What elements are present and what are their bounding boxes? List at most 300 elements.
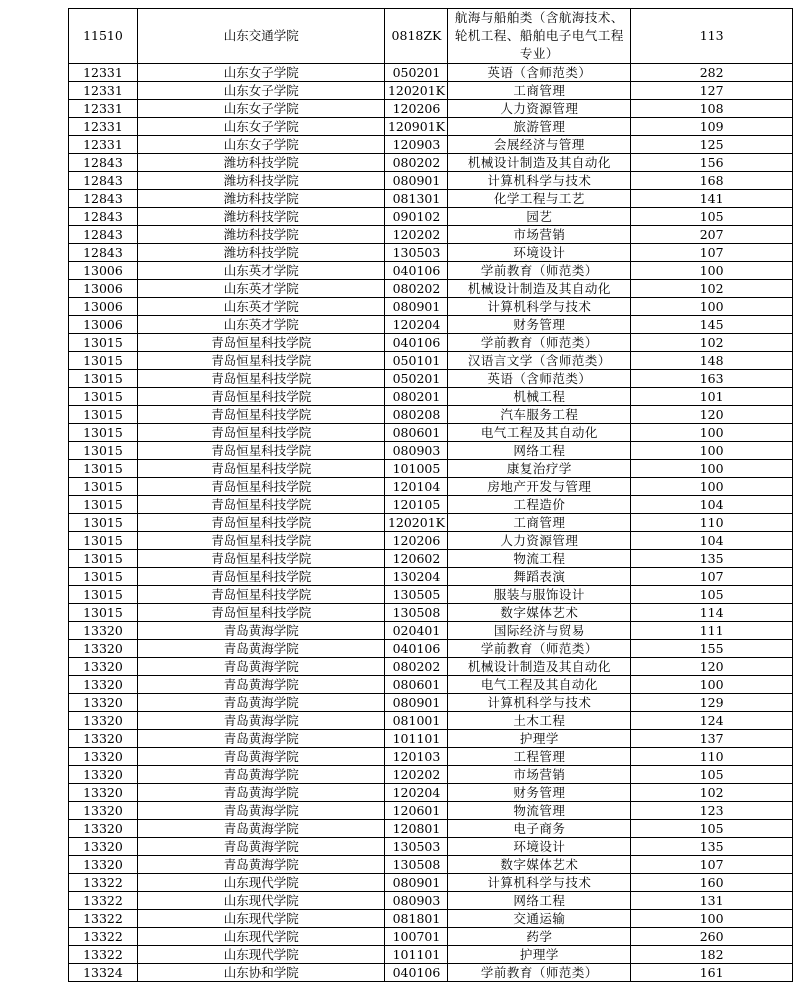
table-row — [69, 730, 793, 748]
table-row — [69, 370, 793, 388]
school-name-cell: 山东现代学院 — [137, 946, 385, 964]
major-code-cell: 050201 — [385, 64, 448, 82]
count-cell: 105 — [631, 766, 793, 784]
major-code-cell: 130503 — [385, 838, 448, 856]
school-name-cell: 青岛恒星科技学院 — [137, 568, 385, 586]
major-name-cell: 计算机科学与技术 — [448, 874, 631, 892]
table-row — [69, 388, 793, 406]
school-code-cell: 13320 — [69, 820, 138, 838]
major-name-cell: 电气工程及其自动化 — [448, 424, 631, 442]
major-code-cell: 080601 — [385, 676, 448, 694]
count-cell: 114 — [631, 604, 793, 622]
table-row — [69, 190, 793, 208]
major-code-cell: 120202 — [385, 766, 448, 784]
major-name-cell: 汉语言文学（含师范类） — [448, 352, 631, 370]
school-name-cell: 青岛黄海学院 — [137, 658, 385, 676]
count-cell: 111 — [631, 622, 793, 640]
major-code-cell: 050101 — [385, 352, 448, 370]
table-row — [69, 496, 793, 514]
school-code-cell: 13015 — [69, 550, 138, 568]
table-row — [69, 964, 793, 982]
major-code-cell: 080202 — [385, 280, 448, 298]
count-cell: 155 — [631, 640, 793, 658]
table-row — [69, 9, 793, 64]
major-code-cell: 080201 — [385, 388, 448, 406]
table-row — [69, 100, 793, 118]
count-cell: 207 — [631, 226, 793, 244]
major-code-cell: 120206 — [385, 100, 448, 118]
count-cell: 156 — [631, 154, 793, 172]
major-code-cell: 080901 — [385, 298, 448, 316]
school-name-cell: 青岛恒星科技学院 — [137, 460, 385, 478]
major-code-cell: 120801 — [385, 820, 448, 838]
school-code-cell: 13015 — [69, 478, 138, 496]
school-code-cell: 13320 — [69, 784, 138, 802]
major-name-cell: 市场营销 — [448, 226, 631, 244]
major-name-cell: 财务管理 — [448, 316, 631, 334]
major-code-cell: 120602 — [385, 550, 448, 568]
major-name-cell: 市场营销 — [448, 766, 631, 784]
major-code-cell: 120202 — [385, 226, 448, 244]
count-cell: 102 — [631, 784, 793, 802]
major-name-cell: 国际经济与贸易 — [448, 622, 631, 640]
major-code-cell: 081301 — [385, 190, 448, 208]
count-cell: 182 — [631, 946, 793, 964]
table-row — [69, 640, 793, 658]
table-row — [69, 766, 793, 784]
count-cell: 145 — [631, 316, 793, 334]
major-code-cell: 120204 — [385, 316, 448, 334]
major-code-cell: 120903 — [385, 136, 448, 154]
table-row — [69, 244, 793, 262]
count-cell: 104 — [631, 496, 793, 514]
table-row — [69, 118, 793, 136]
school-name-cell: 青岛恒星科技学院 — [137, 532, 385, 550]
count-cell: 100 — [631, 460, 793, 478]
count-cell: 161 — [631, 964, 793, 982]
major-name-cell: 机械工程 — [448, 388, 631, 406]
school-code-cell: 13320 — [69, 640, 138, 658]
major-name-cell: 汽车服务工程 — [448, 406, 631, 424]
count-cell: 108 — [631, 100, 793, 118]
school-name-cell: 青岛恒星科技学院 — [137, 424, 385, 442]
table-row — [69, 280, 793, 298]
count-cell: 107 — [631, 244, 793, 262]
table-row — [69, 154, 793, 172]
table-row — [69, 784, 793, 802]
major-name-cell: 财务管理 — [448, 784, 631, 802]
school-code-cell: 13015 — [69, 352, 138, 370]
table-row — [69, 424, 793, 442]
major-code-cell: 130508 — [385, 604, 448, 622]
count-cell: 110 — [631, 748, 793, 766]
school-name-cell: 青岛黄海学院 — [137, 622, 385, 640]
school-name-cell: 山东现代学院 — [137, 910, 385, 928]
major-name-cell: 学前教育（师范类） — [448, 640, 631, 658]
school-code-cell: 13015 — [69, 334, 138, 352]
major-code-cell: 120201K — [385, 82, 448, 100]
count-cell: 124 — [631, 712, 793, 730]
major-name-cell: 学前教育（师范类） — [448, 964, 631, 982]
count-cell: 100 — [631, 910, 793, 928]
school-name-cell: 山东女子学院 — [137, 136, 385, 154]
table-row — [69, 550, 793, 568]
table-row — [69, 712, 793, 730]
table-row — [69, 478, 793, 496]
count-cell: 168 — [631, 172, 793, 190]
table-row — [69, 208, 793, 226]
major-name-cell: 英语（含师范类） — [448, 64, 631, 82]
school-name-cell: 青岛恒星科技学院 — [137, 406, 385, 424]
school-code-cell: 13006 — [69, 280, 138, 298]
major-code-cell: 080202 — [385, 154, 448, 172]
table-row — [69, 838, 793, 856]
major-name-cell: 工程造价 — [448, 496, 631, 514]
school-code-cell: 13320 — [69, 694, 138, 712]
major-name-cell: 机械设计制造及其自动化 — [448, 280, 631, 298]
table-row — [69, 298, 793, 316]
school-code-cell: 13320 — [69, 730, 138, 748]
table-row — [69, 136, 793, 154]
major-name-cell: 数字媒体艺术 — [448, 856, 631, 874]
count-cell: 282 — [631, 64, 793, 82]
count-cell: 102 — [631, 334, 793, 352]
count-cell: 101 — [631, 388, 793, 406]
school-name-cell: 青岛恒星科技学院 — [137, 370, 385, 388]
major-name-cell: 服装与服饰设计 — [448, 586, 631, 604]
count-cell: 104 — [631, 532, 793, 550]
major-code-cell: 120201K — [385, 514, 448, 532]
major-code-cell: 020401 — [385, 622, 448, 640]
major-name-cell: 药学 — [448, 928, 631, 946]
major-code-cell: 120103 — [385, 748, 448, 766]
school-code-cell: 13320 — [69, 622, 138, 640]
major-code-cell: 120105 — [385, 496, 448, 514]
major-code-cell: 080903 — [385, 892, 448, 910]
major-code-cell: 080208 — [385, 406, 448, 424]
major-code-cell: 040106 — [385, 964, 448, 982]
count-cell: 127 — [631, 82, 793, 100]
school-code-cell: 12331 — [69, 100, 138, 118]
count-cell: 141 — [631, 190, 793, 208]
school-code-cell: 13320 — [69, 712, 138, 730]
school-name-cell: 青岛黄海学院 — [137, 712, 385, 730]
school-name-cell: 潍坊科技学院 — [137, 172, 385, 190]
table-row — [69, 460, 793, 478]
school-code-cell: 13322 — [69, 874, 138, 892]
school-code-cell: 12331 — [69, 64, 138, 82]
school-name-cell: 青岛恒星科技学院 — [137, 514, 385, 532]
table-row — [69, 910, 793, 928]
school-code-cell: 13320 — [69, 856, 138, 874]
count-cell: 109 — [631, 118, 793, 136]
major-name-cell: 计算机科学与技术 — [448, 694, 631, 712]
school-code-cell: 13322 — [69, 910, 138, 928]
school-name-cell: 山东英才学院 — [137, 298, 385, 316]
school-code-cell: 13015 — [69, 370, 138, 388]
major-name-cell: 康复治疗学 — [448, 460, 631, 478]
count-cell: 129 — [631, 694, 793, 712]
major-name-cell: 数字媒体艺术 — [448, 604, 631, 622]
major-code-cell: 081801 — [385, 910, 448, 928]
table-row — [69, 802, 793, 820]
school-name-cell: 青岛恒星科技学院 — [137, 352, 385, 370]
school-code-cell: 13015 — [69, 388, 138, 406]
school-name-cell: 青岛恒星科技学院 — [137, 496, 385, 514]
count-cell: 113 — [631, 9, 793, 64]
major-name-cell: 化学工程与工艺 — [448, 190, 631, 208]
school-name-cell: 山东交通学院 — [137, 9, 385, 64]
major-name-cell: 人力资源管理 — [448, 100, 631, 118]
count-cell: 105 — [631, 208, 793, 226]
table-row — [69, 658, 793, 676]
major-code-cell: 080901 — [385, 172, 448, 190]
major-name-cell: 旅游管理 — [448, 118, 631, 136]
major-name-cell: 网络工程 — [448, 892, 631, 910]
count-cell: 163 — [631, 370, 793, 388]
major-name-cell: 网络工程 — [448, 442, 631, 460]
count-cell: 135 — [631, 838, 793, 856]
school-code-cell: 13320 — [69, 766, 138, 784]
major-name-cell: 人力资源管理 — [448, 532, 631, 550]
school-code-cell: 12843 — [69, 190, 138, 208]
school-name-cell: 山东女子学院 — [137, 64, 385, 82]
count-cell: 135 — [631, 550, 793, 568]
table-row — [69, 694, 793, 712]
table-row — [69, 676, 793, 694]
count-cell: 102 — [631, 280, 793, 298]
count-cell: 131 — [631, 892, 793, 910]
table-row — [69, 946, 793, 964]
school-name-cell: 青岛黄海学院 — [137, 766, 385, 784]
table-row — [69, 820, 793, 838]
count-cell: 160 — [631, 874, 793, 892]
school-name-cell: 潍坊科技学院 — [137, 208, 385, 226]
major-code-cell: 050201 — [385, 370, 448, 388]
school-code-cell: 12843 — [69, 244, 138, 262]
school-name-cell: 青岛黄海学院 — [137, 640, 385, 658]
major-name-cell: 学前教育（师范类） — [448, 334, 631, 352]
major-code-cell: 101005 — [385, 460, 448, 478]
major-code-cell: 130204 — [385, 568, 448, 586]
count-cell: 107 — [631, 568, 793, 586]
school-code-cell: 13320 — [69, 838, 138, 856]
major-code-cell: 080601 — [385, 424, 448, 442]
school-name-cell: 青岛恒星科技学院 — [137, 442, 385, 460]
major-code-cell: 080202 — [385, 658, 448, 676]
table-row — [69, 874, 793, 892]
school-name-cell: 青岛黄海学院 — [137, 856, 385, 874]
table-row — [69, 604, 793, 622]
count-cell: 120 — [631, 658, 793, 676]
major-name-cell: 机械设计制造及其自动化 — [448, 154, 631, 172]
major-code-cell: 101101 — [385, 730, 448, 748]
school-code-cell: 13015 — [69, 406, 138, 424]
school-code-cell: 13015 — [69, 442, 138, 460]
school-code-cell: 13320 — [69, 748, 138, 766]
major-name-cell: 环境设计 — [448, 244, 631, 262]
table-row — [69, 406, 793, 424]
major-name-cell: 计算机科学与技术 — [448, 172, 631, 190]
school-name-cell: 青岛恒星科技学院 — [137, 478, 385, 496]
major-name-cell: 工商管理 — [448, 514, 631, 532]
school-name-cell: 青岛恒星科技学院 — [137, 586, 385, 604]
table-row — [69, 226, 793, 244]
school-name-cell: 山东英才学院 — [137, 280, 385, 298]
school-name-cell: 山东协和学院 — [137, 964, 385, 982]
school-name-cell: 青岛黄海学院 — [137, 694, 385, 712]
count-cell: 107 — [631, 856, 793, 874]
school-code-cell: 13015 — [69, 460, 138, 478]
table-row — [69, 316, 793, 334]
school-name-cell: 青岛黄海学院 — [137, 730, 385, 748]
count-cell: 105 — [631, 820, 793, 838]
school-code-cell: 12331 — [69, 118, 138, 136]
count-cell: 100 — [631, 478, 793, 496]
major-code-cell: 040106 — [385, 334, 448, 352]
major-name-cell: 物流管理 — [448, 802, 631, 820]
school-code-cell: 13006 — [69, 316, 138, 334]
table-row — [69, 514, 793, 532]
table-row — [69, 262, 793, 280]
school-name-cell: 青岛黄海学院 — [137, 820, 385, 838]
count-cell: 125 — [631, 136, 793, 154]
major-code-cell: 120901K — [385, 118, 448, 136]
major-code-cell: 130505 — [385, 586, 448, 604]
school-name-cell: 青岛黄海学院 — [137, 676, 385, 694]
school-code-cell: 13015 — [69, 514, 138, 532]
table-row — [69, 532, 793, 550]
major-name-cell: 工商管理 — [448, 82, 631, 100]
school-code-cell: 12843 — [69, 172, 138, 190]
school-code-cell: 12843 — [69, 226, 138, 244]
table-row — [69, 334, 793, 352]
school-code-cell: 13015 — [69, 568, 138, 586]
school-code-cell: 13006 — [69, 262, 138, 280]
major-code-cell: 100701 — [385, 928, 448, 946]
school-code-cell: 12331 — [69, 82, 138, 100]
school-code-cell: 13015 — [69, 496, 138, 514]
school-name-cell: 青岛黄海学院 — [137, 748, 385, 766]
major-name-cell: 会展经济与管理 — [448, 136, 631, 154]
school-name-cell: 潍坊科技学院 — [137, 226, 385, 244]
major-code-cell: 120204 — [385, 784, 448, 802]
school-name-cell: 山东女子学院 — [137, 100, 385, 118]
school-name-cell: 青岛黄海学院 — [137, 802, 385, 820]
school-name-cell: 青岛恒星科技学院 — [137, 550, 385, 568]
major-code-cell: 120206 — [385, 532, 448, 550]
table-row — [69, 856, 793, 874]
school-name-cell: 潍坊科技学院 — [137, 154, 385, 172]
major-name-cell: 电子商务 — [448, 820, 631, 838]
table-row — [69, 64, 793, 82]
major-code-cell: 0818ZK — [385, 9, 448, 64]
school-name-cell: 青岛恒星科技学院 — [137, 334, 385, 352]
table-body — [69, 9, 793, 982]
school-code-cell: 13324 — [69, 964, 138, 982]
count-cell: 110 — [631, 514, 793, 532]
table-row — [69, 622, 793, 640]
school-name-cell: 山东女子学院 — [137, 82, 385, 100]
enrollment-table — [68, 8, 793, 982]
school-code-cell: 13006 — [69, 298, 138, 316]
major-name-cell: 土木工程 — [448, 712, 631, 730]
school-code-cell: 11510 — [69, 9, 138, 64]
school-name-cell: 山东现代学院 — [137, 928, 385, 946]
school-name-cell: 山东现代学院 — [137, 892, 385, 910]
major-name-cell: 电气工程及其自动化 — [448, 676, 631, 694]
school-name-cell: 山东现代学院 — [137, 874, 385, 892]
major-code-cell: 120104 — [385, 478, 448, 496]
major-name-cell: 英语（含师范类） — [448, 370, 631, 388]
count-cell: 120 — [631, 406, 793, 424]
major-code-cell: 080901 — [385, 874, 448, 892]
major-name-cell: 房地产开发与管理 — [448, 478, 631, 496]
school-code-cell: 12843 — [69, 154, 138, 172]
major-name-cell: 物流工程 — [448, 550, 631, 568]
school-name-cell: 山东女子学院 — [137, 118, 385, 136]
school-name-cell: 潍坊科技学院 — [137, 190, 385, 208]
major-code-cell: 101101 — [385, 946, 448, 964]
table-row — [69, 892, 793, 910]
school-code-cell: 13320 — [69, 676, 138, 694]
school-name-cell: 山东英才学院 — [137, 262, 385, 280]
major-code-cell: 040106 — [385, 640, 448, 658]
count-cell: 100 — [631, 676, 793, 694]
school-code-cell: 12843 — [69, 208, 138, 226]
school-code-cell: 13320 — [69, 802, 138, 820]
major-code-cell: 080901 — [385, 694, 448, 712]
major-name-cell: 航海与船舶类（含航海技术、轮机工程、船舶电子电气工程专业） — [448, 9, 631, 64]
table-row — [69, 586, 793, 604]
school-name-cell: 青岛恒星科技学院 — [137, 388, 385, 406]
count-cell: 100 — [631, 424, 793, 442]
school-name-cell: 山东英才学院 — [137, 316, 385, 334]
count-cell: 148 — [631, 352, 793, 370]
major-code-cell: 081001 — [385, 712, 448, 730]
major-name-cell: 园艺 — [448, 208, 631, 226]
major-name-cell: 机械设计制造及其自动化 — [448, 658, 631, 676]
school-name-cell: 潍坊科技学院 — [137, 244, 385, 262]
school-code-cell: 13015 — [69, 532, 138, 550]
major-code-cell: 120601 — [385, 802, 448, 820]
major-name-cell: 护理学 — [448, 730, 631, 748]
school-code-cell: 13322 — [69, 946, 138, 964]
count-cell: 137 — [631, 730, 793, 748]
major-name-cell: 学前教育（师范类） — [448, 262, 631, 280]
major-name-cell: 交通运输 — [448, 910, 631, 928]
school-code-cell: 13015 — [69, 424, 138, 442]
major-name-cell: 护理学 — [448, 946, 631, 964]
school-code-cell: 12331 — [69, 136, 138, 154]
count-cell: 105 — [631, 586, 793, 604]
school-name-cell: 青岛黄海学院 — [137, 838, 385, 856]
table-row — [69, 568, 793, 586]
school-code-cell: 13322 — [69, 892, 138, 910]
major-code-cell: 130503 — [385, 244, 448, 262]
table-row — [69, 352, 793, 370]
major-name-cell: 计算机科学与技术 — [448, 298, 631, 316]
school-code-cell: 13015 — [69, 604, 138, 622]
major-name-cell: 环境设计 — [448, 838, 631, 856]
major-code-cell: 130508 — [385, 856, 448, 874]
table-row — [69, 748, 793, 766]
school-name-cell: 青岛黄海学院 — [137, 784, 385, 802]
school-code-cell: 13015 — [69, 586, 138, 604]
count-cell: 100 — [631, 298, 793, 316]
major-name-cell: 舞蹈表演 — [448, 568, 631, 586]
major-code-cell: 040106 — [385, 262, 448, 280]
